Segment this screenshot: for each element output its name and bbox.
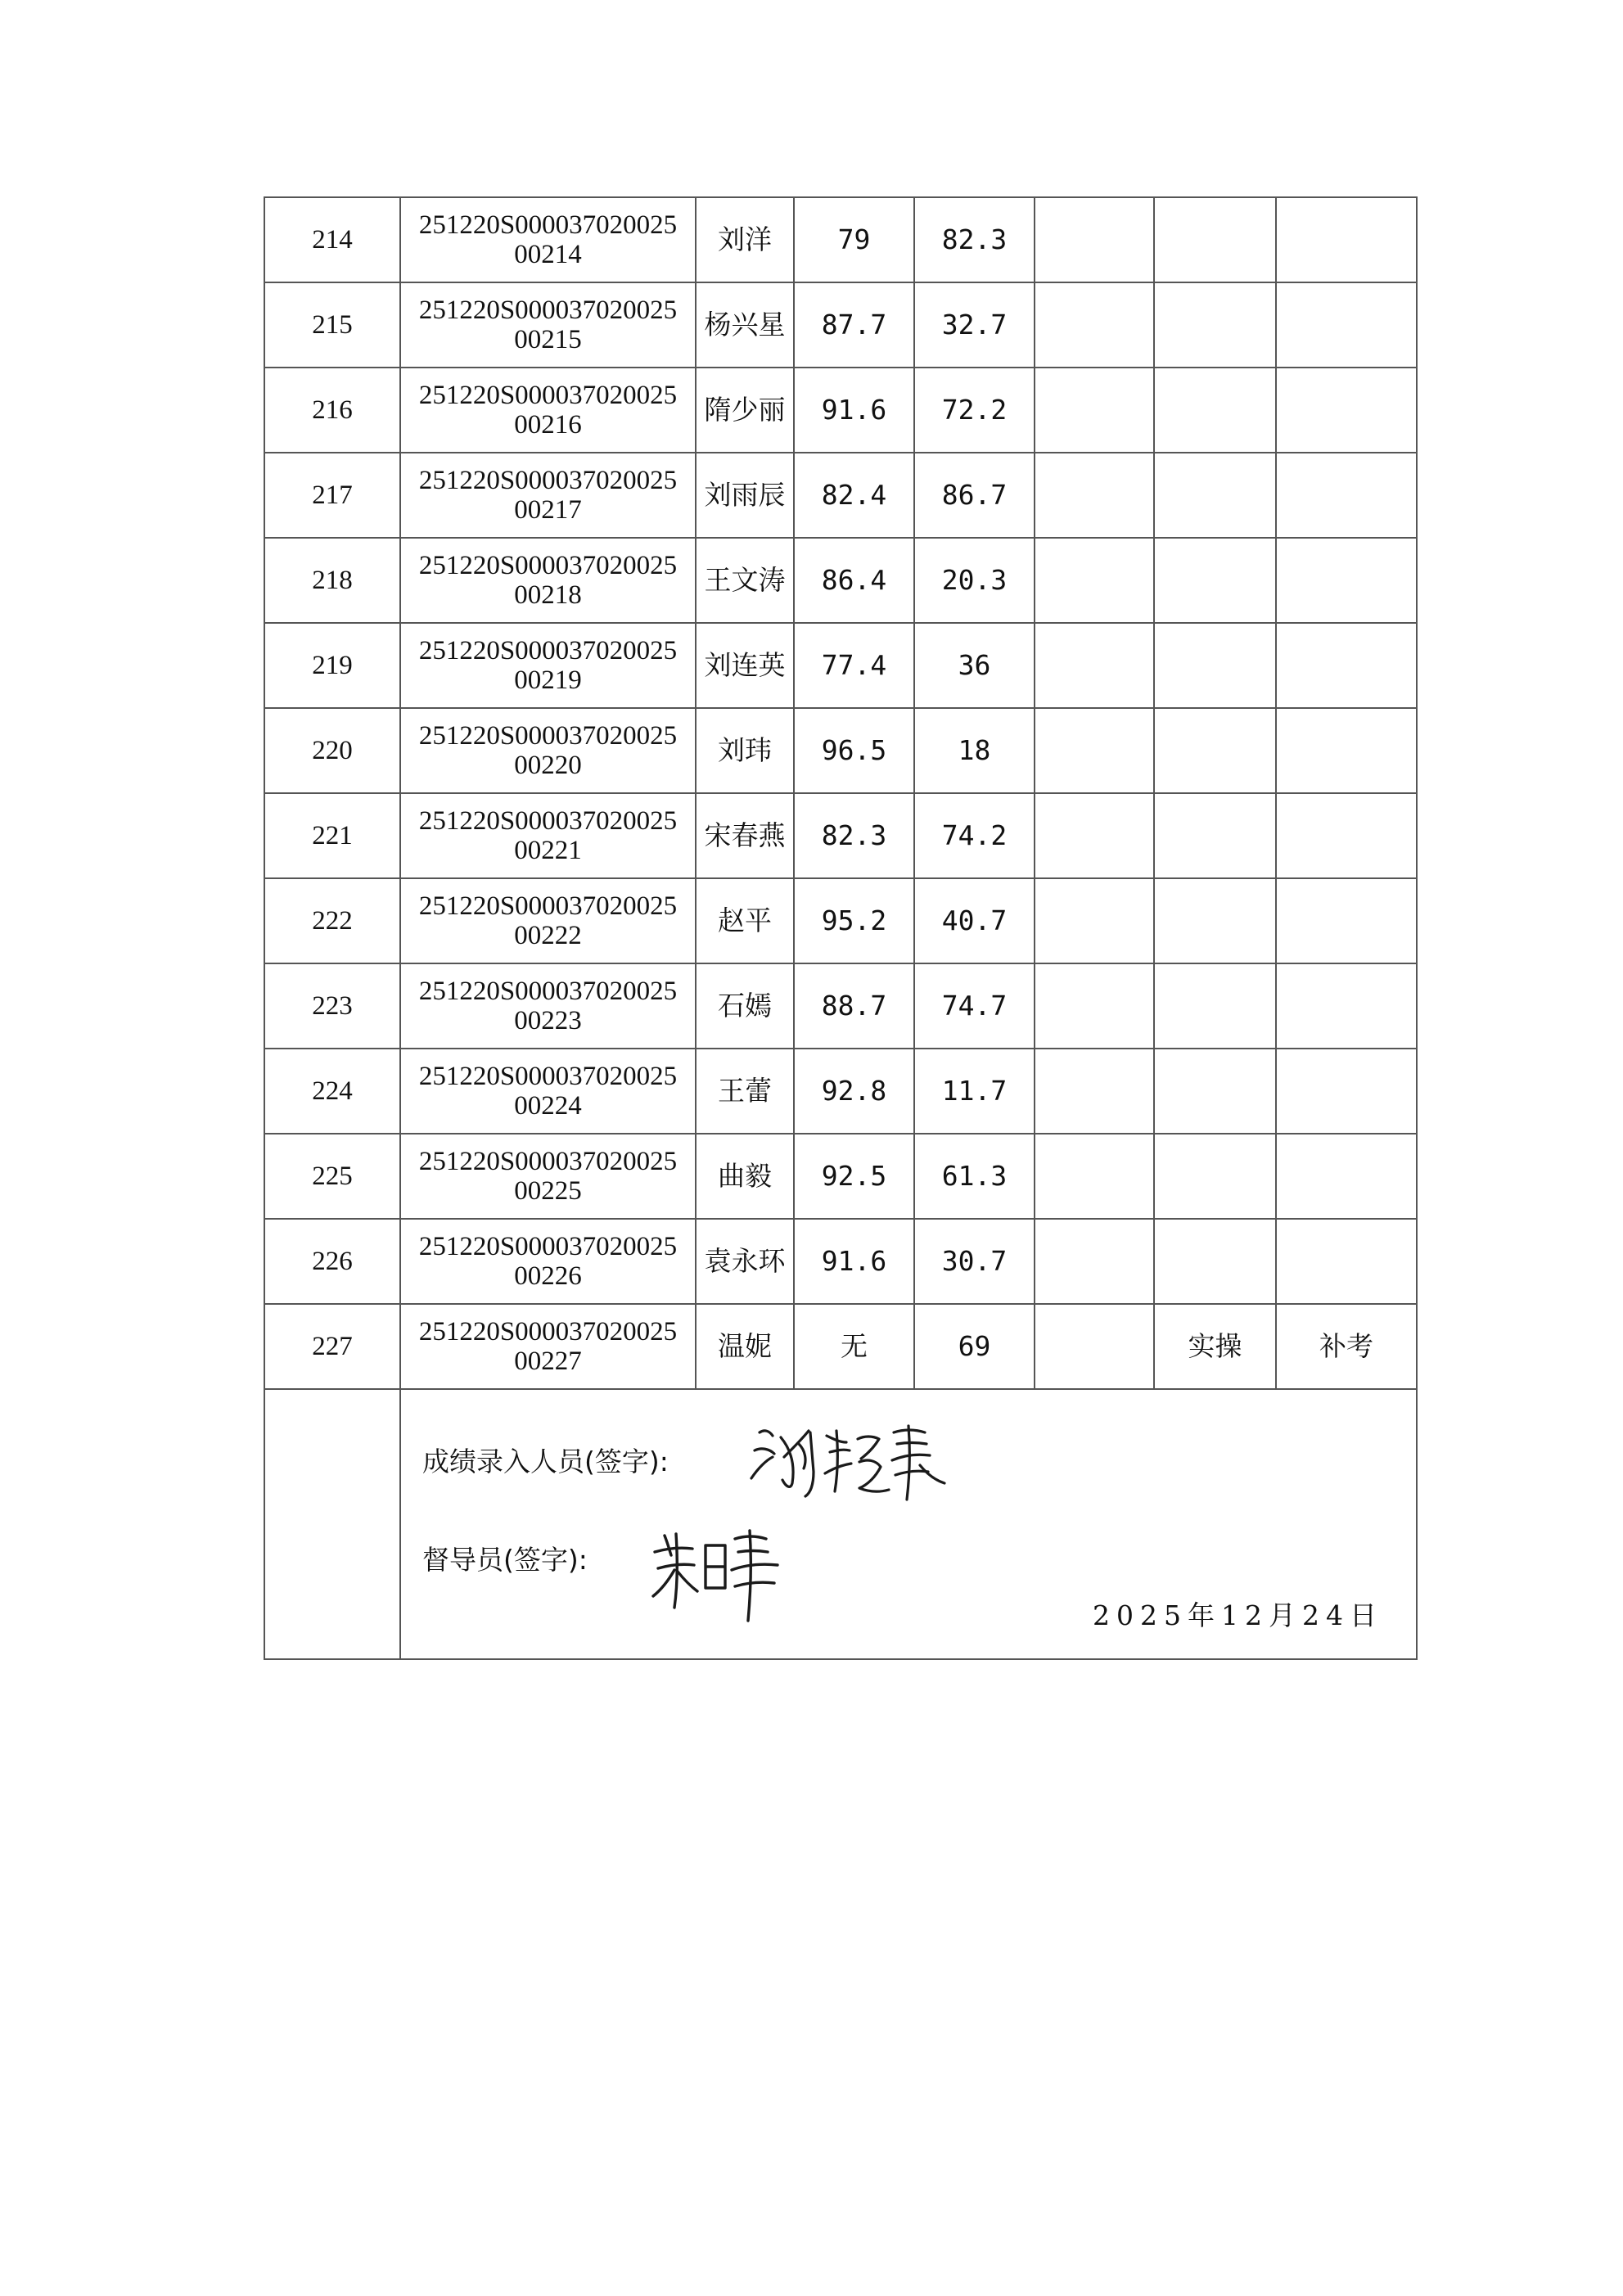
entry-clerk-signature	[745, 1414, 958, 1506]
extra-cell-8	[1276, 282, 1417, 368]
name-cell: 温妮	[696, 1304, 794, 1389]
table-row	[264, 878, 1417, 963]
table-row	[264, 538, 1417, 623]
seq-cell: 217	[264, 453, 400, 538]
score1-cell: 82.3	[794, 793, 914, 878]
extra-cell-7	[1154, 282, 1276, 368]
seq-cell: 215	[264, 282, 400, 368]
score2-cell: 18	[914, 708, 1035, 793]
table-row	[264, 1134, 1417, 1219]
exam-id-line2: 00218	[514, 580, 582, 610]
exam-id-cell	[400, 793, 696, 878]
exam-id-line1: 251220S000037020025	[418, 210, 678, 240]
exam-id-line2: 00227	[514, 1346, 582, 1376]
extra-cell-6	[1035, 1219, 1154, 1304]
score2-cell: 82.3	[914, 197, 1035, 282]
extra-cell-7	[1154, 538, 1276, 623]
exam-id-cell	[400, 1049, 696, 1134]
table-row	[264, 708, 1417, 793]
seq-cell: 219	[264, 623, 400, 708]
table-row	[264, 1219, 1417, 1304]
extra-cell-6	[1035, 1304, 1154, 1389]
score1-cell: 92.5	[794, 1134, 914, 1219]
name-cell: 刘雨辰	[696, 453, 794, 538]
table-body	[264, 197, 1417, 1389]
table-row	[264, 793, 1417, 878]
exam-id-cell	[400, 282, 696, 368]
exam-id-line1: 251220S000037020025	[418, 805, 678, 836]
exam-id-line1: 251220S000037020025	[418, 891, 678, 921]
extra-cell-6	[1035, 197, 1154, 282]
exam-id-line2: 00216	[514, 410, 582, 440]
extra-cell-8: 补考	[1276, 1304, 1417, 1389]
extra-cell-6	[1035, 538, 1154, 623]
exam-id-line1: 251220S000037020025	[418, 465, 678, 495]
extra-cell-8	[1276, 623, 1417, 708]
extra-cell-6	[1035, 368, 1154, 453]
extra-cell-8	[1276, 453, 1417, 538]
extra-cell-8	[1276, 1049, 1417, 1134]
exam-id-cell	[400, 368, 696, 453]
seq-cell: 221	[264, 793, 400, 878]
name-cell: 赵平	[696, 878, 794, 963]
extra-cell-7	[1154, 708, 1276, 793]
extra-cell-8	[1276, 878, 1417, 963]
extra-cell-7	[1154, 1134, 1276, 1219]
signature-date: 2025年12月24日	[1093, 1599, 1383, 1631]
score2-cell: 30.7	[914, 1219, 1035, 1304]
seq-cell: 226	[264, 1219, 400, 1304]
extra-cell-8	[1276, 963, 1417, 1049]
score1-cell: 86.4	[794, 538, 914, 623]
name-cell: 袁永环	[696, 1219, 794, 1304]
exam-id-line1: 251220S000037020025	[418, 550, 678, 580]
exam-id-line2: 00217	[514, 495, 582, 525]
score1-cell: 88.7	[794, 963, 914, 1049]
signature-area	[401, 1390, 1416, 1658]
name-cell: 刘洋	[696, 197, 794, 282]
entry-clerk-label: 成绩录入人员(签字):	[422, 1446, 669, 1477]
table-row	[264, 623, 1417, 708]
exam-id-cell	[400, 963, 696, 1049]
score2-cell: 74.2	[914, 793, 1035, 878]
seq-cell: 223	[264, 963, 400, 1049]
extra-cell-6	[1035, 453, 1154, 538]
score2-cell: 32.7	[914, 282, 1035, 368]
score2-cell: 40.7	[914, 878, 1035, 963]
seq-cell: 214	[264, 197, 400, 282]
name-cell: 隋少丽	[696, 368, 794, 453]
extra-cell-7	[1154, 793, 1276, 878]
score2-cell: 69	[914, 1304, 1035, 1389]
extra-cell-8	[1276, 538, 1417, 623]
score2-cell: 86.7	[914, 453, 1035, 538]
exam-id-line2: 00223	[514, 1006, 582, 1035]
exam-id-line1: 251220S000037020025	[418, 1061, 678, 1091]
exam-id-cell	[400, 878, 696, 963]
extra-cell-8	[1276, 197, 1417, 282]
score1-cell: 92.8	[794, 1049, 914, 1134]
extra-cell-7	[1154, 963, 1276, 1049]
score2-cell: 74.7	[914, 963, 1035, 1049]
name-cell: 王蕾	[696, 1049, 794, 1134]
seq-cell: 220	[264, 708, 400, 793]
exam-id-line1: 251220S000037020025	[418, 635, 678, 665]
extra-cell-6	[1035, 1049, 1154, 1134]
extra-cell-6	[1035, 1134, 1154, 1219]
score1-cell: 91.6	[794, 368, 914, 453]
extra-cell-6	[1035, 963, 1154, 1049]
exam-id-line1: 251220S000037020025	[418, 1316, 678, 1346]
score2-cell: 61.3	[914, 1134, 1035, 1219]
exam-id-line1: 251220S000037020025	[418, 720, 678, 751]
extra-cell-6	[1035, 878, 1154, 963]
score2-cell: 36	[914, 623, 1035, 708]
score1-cell: 77.4	[794, 623, 914, 708]
exam-id-line2: 00214	[514, 240, 582, 269]
extra-cell-7	[1154, 368, 1276, 453]
extra-cell-7: 实操	[1154, 1304, 1276, 1389]
table-row	[264, 963, 1417, 1049]
name-cell: 刘连英	[696, 623, 794, 708]
score1-cell: 96.5	[794, 708, 914, 793]
exam-id-line2: 00221	[514, 836, 582, 865]
extra-cell-7	[1154, 623, 1276, 708]
exam-id-cell	[400, 623, 696, 708]
score1-cell: 无	[794, 1304, 914, 1389]
score1-cell: 95.2	[794, 878, 914, 963]
name-cell: 曲毅	[696, 1134, 794, 1219]
score1-cell: 82.4	[794, 453, 914, 538]
name-cell: 杨兴星	[696, 282, 794, 368]
exam-id-line2: 00222	[514, 921, 582, 950]
exam-id-line2: 00220	[514, 751, 582, 780]
table-row	[264, 368, 1417, 453]
score1-cell: 79	[794, 197, 914, 282]
seq-cell: 222	[264, 878, 400, 963]
exam-id-cell	[400, 197, 696, 282]
exam-id-line1: 251220S000037020025	[418, 1146, 678, 1176]
exam-id-line2: 00226	[514, 1261, 582, 1291]
exam-id-line2: 00224	[514, 1091, 582, 1121]
exam-id-line1: 251220S000037020025	[418, 1231, 678, 1261]
table-row	[264, 1049, 1417, 1134]
exam-id-cell	[400, 1134, 696, 1219]
name-cell: 石嫣	[696, 963, 794, 1049]
exam-id-cell	[400, 1304, 696, 1389]
seq-cell: 216	[264, 368, 400, 453]
score2-cell: 72.2	[914, 368, 1035, 453]
supervisor-signature	[647, 1519, 794, 1626]
extra-cell-8	[1276, 1219, 1417, 1304]
exam-id-line1: 251220S000037020025	[418, 295, 678, 325]
extra-cell-7	[1154, 453, 1276, 538]
table-row	[264, 282, 1417, 368]
exam-id-cell	[400, 708, 696, 793]
name-cell: 宋春燕	[696, 793, 794, 878]
extra-cell-8	[1276, 708, 1417, 793]
extra-cell-8	[1276, 368, 1417, 453]
table-row	[264, 197, 1417, 282]
extra-cell-7	[1154, 878, 1276, 963]
exam-id-cell	[400, 453, 696, 538]
seq-cell: 224	[264, 1049, 400, 1134]
extra-cell-8	[1276, 1134, 1417, 1219]
exam-id-cell	[400, 1219, 696, 1304]
table-row	[264, 453, 1417, 538]
table-row	[264, 1304, 1417, 1389]
extra-cell-6	[1035, 623, 1154, 708]
score1-cell: 87.7	[794, 282, 914, 368]
extra-cell-7	[1154, 197, 1276, 282]
name-cell: 王文涛	[696, 538, 794, 623]
seq-cell: 218	[264, 538, 400, 623]
exam-id-line2: 00225	[514, 1176, 582, 1206]
extra-cell-7	[1154, 1049, 1276, 1134]
extra-cell-6	[1035, 282, 1154, 368]
extra-cell-6	[1035, 793, 1154, 878]
score-table	[264, 196, 1418, 1660]
seq-cell: 225	[264, 1134, 400, 1219]
exam-id-line1: 251220S000037020025	[418, 976, 678, 1006]
supervisor-label: 督导员(签字):	[422, 1544, 588, 1576]
name-cell: 刘玮	[696, 708, 794, 793]
signature-row	[264, 1389, 1417, 1659]
extra-cell-8	[1276, 793, 1417, 878]
signature-blank-cell	[264, 1389, 400, 1659]
score-sheet	[264, 196, 1416, 1660]
seq-cell: 227	[264, 1304, 400, 1389]
score1-cell: 91.6	[794, 1219, 914, 1304]
exam-id-cell	[400, 538, 696, 623]
exam-id-line1: 251220S000037020025	[418, 380, 678, 410]
score2-cell: 20.3	[914, 538, 1035, 623]
signature-cell	[400, 1389, 1417, 1659]
extra-cell-7	[1154, 1219, 1276, 1304]
score2-cell: 11.7	[914, 1049, 1035, 1134]
extra-cell-6	[1035, 708, 1154, 793]
exam-id-line2: 00215	[514, 325, 582, 354]
exam-id-line2: 00219	[514, 665, 582, 695]
